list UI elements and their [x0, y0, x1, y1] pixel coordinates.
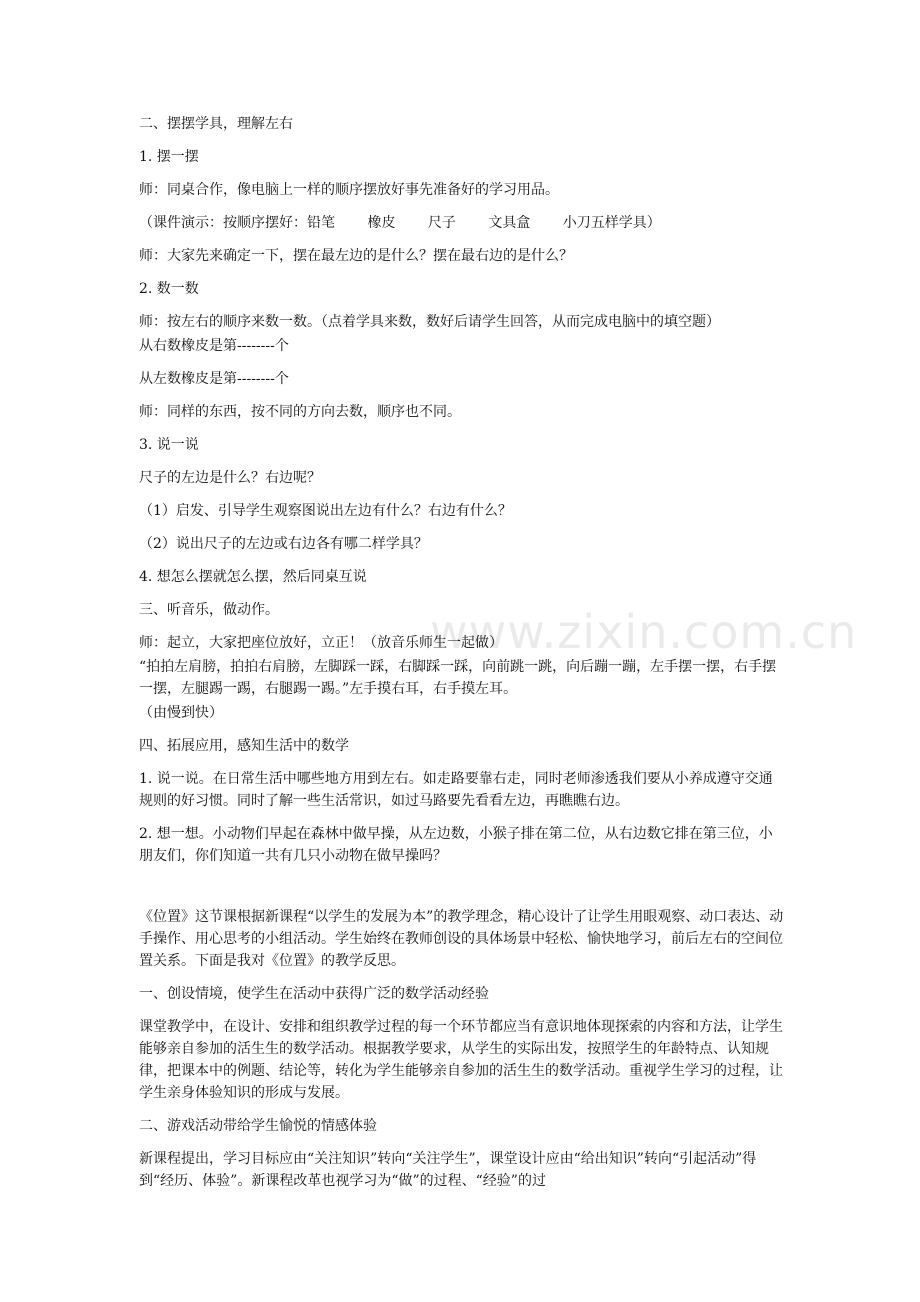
paragraph: 师：起立，大家把座位放好，立正！（放音乐师生一起做）: [139, 635, 503, 651]
reflection-heading-2: 二、游戏活动带给学生愉悦的情感体验: [139, 1118, 377, 1134]
paragraph: （课件演示：按顺序摆好：铅笔 橡皮 尺子 文具盒 小刀五样学具）: [139, 215, 661, 231]
reflection-intro: 《位置》这节课根据新课程“以学生的发展为本”的教学理念，精心设计了让学生用眼观察、动口表达、动手操作、用心思考的小组活动。学生始终在教师创设的具体场景中轻松、愉快地学习，前后左右的空间位置关系。下面是我对《位置》的教学反思。: [139, 909, 784, 969]
section-heading-2: 二、摆摆学具，理解左右: [139, 116, 293, 132]
paragraph: 2. 想一想。小动物们早起在森林中做早操，从左边数，小猴子排在第二位，从右边数它排在第三位，小朋友们，你们知道一共有几只小动物在做早操吗？: [139, 826, 773, 864]
fill-blank-line: 从左数橡皮是第--------个: [139, 371, 289, 387]
paragraph: （由慢到快）: [139, 705, 223, 721]
paragraph: 师：同桌合作，像电脑上一样的顺序摆放好事先准备好的学习用品。: [139, 182, 559, 198]
step-heading: 4. 想怎么摆就怎么摆，然后同桌互说: [139, 569, 367, 585]
paragraph: 师：同样的东西，按不同的方向去数，顺序也不同。: [139, 404, 461, 420]
paragraph: 尺子的左边是什么？右边呢？: [139, 470, 321, 486]
section-heading-4: 四、拓展应用，感知生活中的数学: [139, 738, 349, 754]
step-heading: 3. 说一说: [139, 437, 199, 453]
reflection-heading-1: 一、创设情境，使学生在活动中获得广泛的数学活动经验: [139, 986, 489, 1002]
paragraph: （1）启发、引导学生观察图说出左边有什么？右边有什么？: [139, 503, 512, 519]
paragraph: 1. 说一说。在日常生活中哪些地方用到左右。如走路要靠右走，同时老师渗透我们要从小养成遵守交通规则的好习惯。同时了解一些生活常识，如过马路要先看看左边，再瞧瞧右边。: [139, 771, 773, 809]
spacer: [139, 878, 784, 906]
watermark: www.zixin.com.cn: [430, 605, 858, 659]
fill-blank-line: 从右数橡皮是第--------个: [139, 338, 289, 354]
step-heading: 2. 数一数: [139, 281, 199, 297]
song-lyrics: “拍拍左肩膀，拍拍右肩膀，左脚踩一踩，右脚踩一踩，向前跳一跳，向后蹦一蹦，左手摆一摆，右手摆一摆，左腿踢一踢，右腿踢一踢。”左手摸右耳，右手摸左耳。: [139, 659, 777, 697]
paragraph: 新课程提出，学习目标应由“关注知识”转向“关注学生”，课堂设计应由“给出知识”转向“引起活动”得到“经历、体验”。新课程改革也视学习为“做”的过程、“经验”的过: [139, 1151, 757, 1189]
document-body: [139, 113, 784, 1203]
paragraph: 课堂教学中，在设计、安排和组织教学过程的每一个环节都应当有意识地体现探索的内容和方法，让学生能够亲自参加的活生生的数学活动。根据教学要求，从学生的实际出发，按照学生的年龄特点、认知规律，把课本中的例题、结论等，转化为学生能够亲自参加的活生生的数学活动。重视学生学习的过程，让学生亲身体验知识的形成与发展。: [139, 1019, 783, 1101]
paragraph: 师：按左右的顺序来数一数。（点着学具来数，数好后请学生回答，从而完成电脑中的填空题）: [139, 314, 720, 330]
paragraph: （2）说出尺子的左边或右边各有哪二样学具？: [139, 536, 428, 552]
step-heading: 1. 摆一摆: [139, 149, 199, 165]
section-heading-3: 三、听音乐，做动作。: [139, 602, 279, 618]
paragraph: 师：大家先来确定一下，摆在最左边的是什么？摆在最右边的是什么？: [139, 248, 573, 264]
